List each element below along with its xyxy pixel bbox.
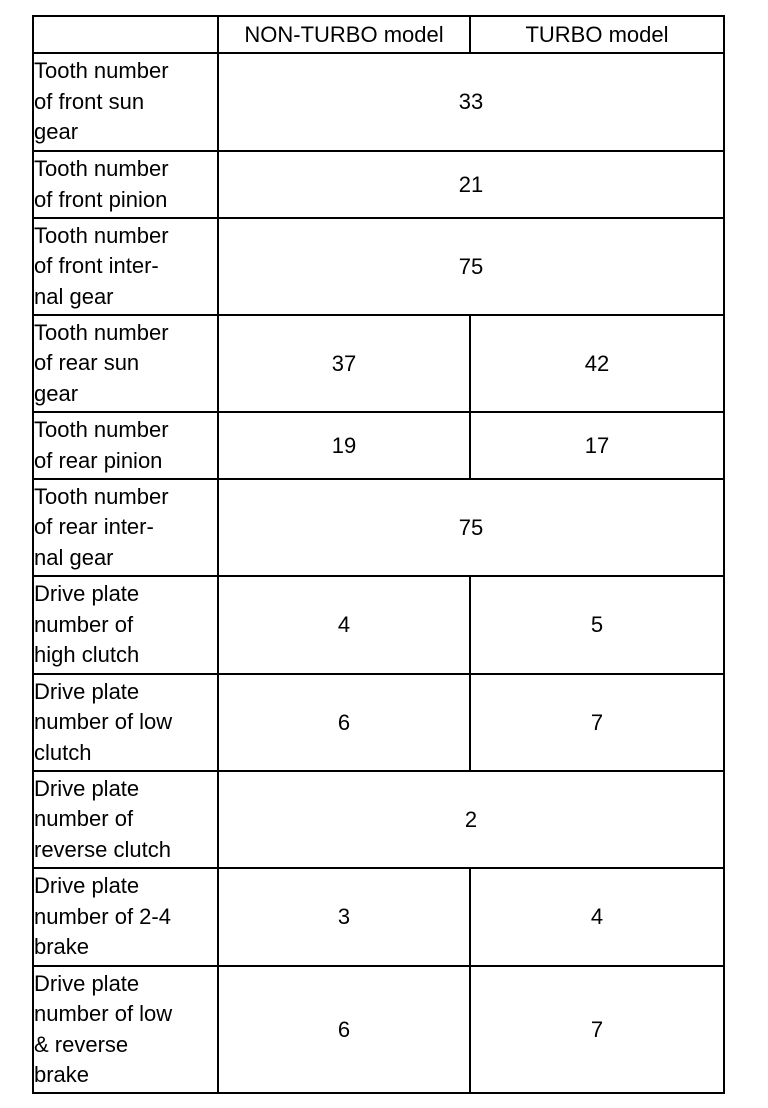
table-row [33, 218, 724, 315]
non-turbo-value: 6 [218, 674, 470, 771]
shared-value: 75 [218, 218, 724, 315]
table-row [33, 771, 724, 868]
row-label: Drive plate number of low clutch [33, 674, 218, 771]
header-non-turbo: NON-TURBO model [218, 16, 470, 53]
shared-value: 33 [218, 53, 724, 151]
row-label: Tooth number of rear sun gear [33, 315, 218, 412]
turbo-value: 17 [470, 412, 724, 479]
non-turbo-value: 3 [218, 868, 470, 966]
turbo-value: 7 [470, 966, 724, 1093]
header-row [33, 16, 724, 53]
non-turbo-value: 4 [218, 576, 470, 674]
header-turbo: TURBO model [470, 16, 724, 53]
row-label: Drive plate number of high clutch [33, 576, 218, 674]
table-row [33, 674, 724, 771]
row-label: Tooth number of front pinion [33, 151, 218, 218]
row-label: Drive plate number of low & reverse brake [33, 966, 218, 1093]
row-label: Drive plate number of 2-4 brake [33, 868, 218, 966]
table-row [33, 151, 724, 218]
table-row [33, 868, 724, 966]
table-row [33, 412, 724, 479]
table-row [33, 53, 724, 151]
table-row [33, 966, 724, 1093]
shared-value: 75 [218, 479, 724, 576]
row-label: Tooth number of rear inter- nal gear [33, 479, 218, 576]
non-turbo-value: 37 [218, 315, 470, 412]
shared-value: 21 [218, 151, 724, 218]
row-label: Tooth number of rear pinion [33, 412, 218, 479]
row-label: Tooth number of front inter- nal gear [33, 218, 218, 315]
shared-value: 2 [218, 771, 724, 868]
non-turbo-value: 19 [218, 412, 470, 479]
row-label: Tooth number of front sun gear [33, 53, 218, 151]
spec-table [32, 15, 725, 1094]
turbo-value: 4 [470, 868, 724, 966]
non-turbo-value: 6 [218, 966, 470, 1093]
table-row [33, 576, 724, 674]
row-label: Drive plate number of reverse clutch [33, 771, 218, 868]
turbo-value: 5 [470, 576, 724, 674]
table-row [33, 479, 724, 576]
header-corner-cell [33, 16, 218, 53]
turbo-value: 42 [470, 315, 724, 412]
turbo-value: 7 [470, 674, 724, 771]
table-row [33, 315, 724, 412]
